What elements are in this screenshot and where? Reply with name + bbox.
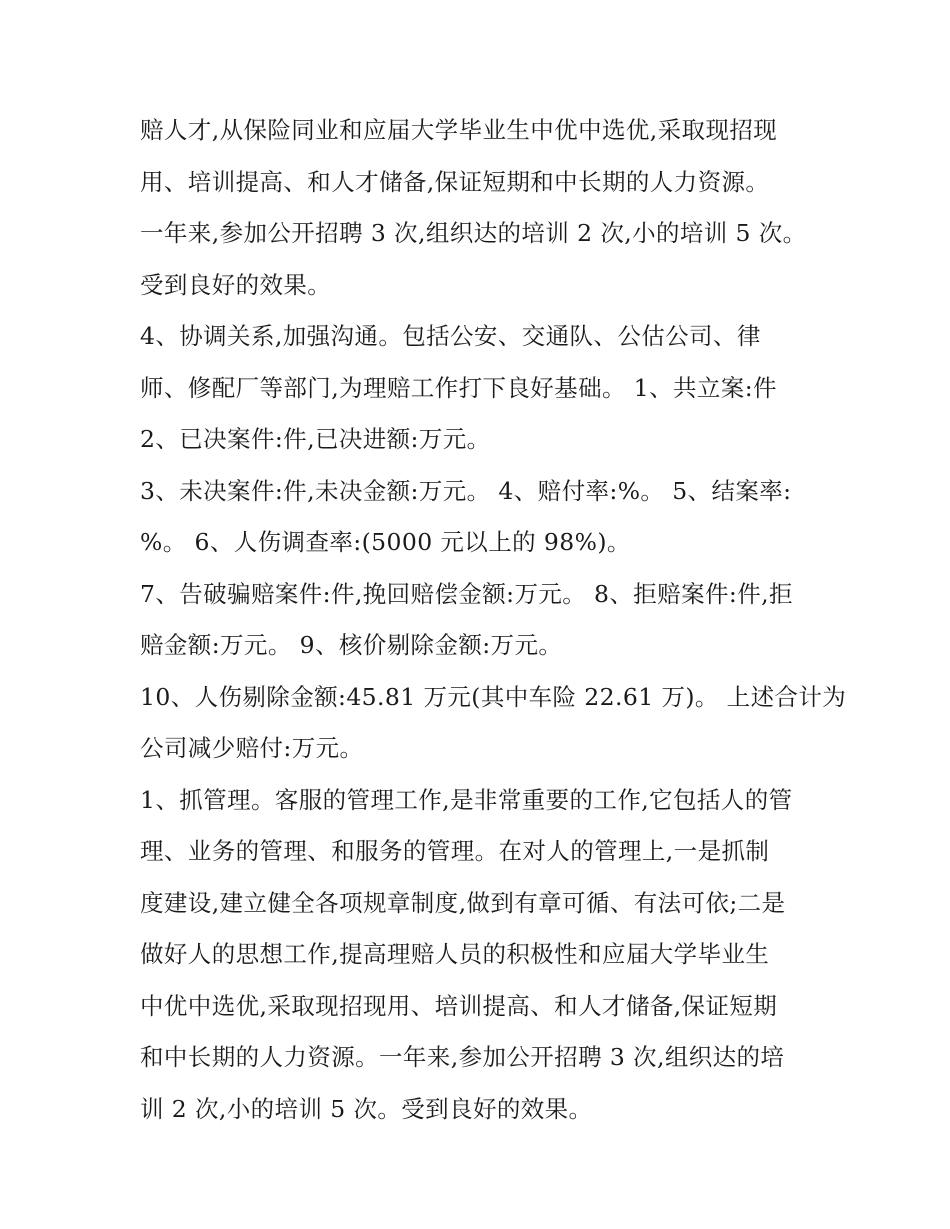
text-line: 理、业务的管理、和服务的管理。在对人的管理上,一是抓制 [140,837,770,865]
text-line: 赔人才,从保险同业和应届大学毕业生中优中选优,采取现招现 [140,116,778,144]
text-line: 和中长期的人力资源。一年来,参加公开招聘 3 次,组织达的培 [140,1043,785,1071]
text-line: 赔金额:万元。 9、核价剔除金额:万元。 [140,631,563,659]
text-line: 3、未决案件:件,未决金额:万元。 4、赔付率:%。 5、结案率: [140,476,792,505]
text-line: 度建设,建立健全各项规章制度,做到有章可循、有法可依;二是 [140,888,786,917]
text-line: 训 2 次,小的培训 5 次。受到良好的效果。 [140,1094,593,1123]
text-line: 10、人伤剔除金额:45.81 万元(其中车险 22.61 万)。 上述合计为 [140,682,847,711]
text-line: 用、培训提高、和人才储备,保证短期和中长期的人力资源。 [140,167,770,196]
text-line: 1、抓管理。客服的管理工作,是非常重要的工作,它包括人的管 [140,785,793,814]
text-line: 做好人的思想工作,提高理赔人员的积极性和应届大学毕业生 [140,940,770,968]
text-line: 7、告破骗赔案件:件,挽回赔偿金额:万元。 8、拒赔案件:件,拒 [140,579,793,608]
text-line: 公司减少赔付:万元。 [140,734,364,762]
text-line: 2、已决案件:件,已决进额:万元。 [140,425,491,453]
text-line: 4、协调关系,加强沟通。包括公安、交通队、公估公司、律 [140,322,761,350]
text-line: 一年来,参加公开招聘 3 次,组织达的培训 2 次,小的培训 5 次。 [140,219,807,247]
text-line: %。 6、人伤调查率:(5000 元以上的 98%)。 [140,528,631,556]
text-line: 中优中选优,采取现招现用、培训提高、和人才储备,保证短期 [140,991,778,1020]
text-line: 受到良好的效果。 [140,270,332,299]
text-line: 师、修配厂等部门,为理赔工作打下良好基础。 1、共立案:件 [140,373,777,402]
document-body [140,105,847,1135]
